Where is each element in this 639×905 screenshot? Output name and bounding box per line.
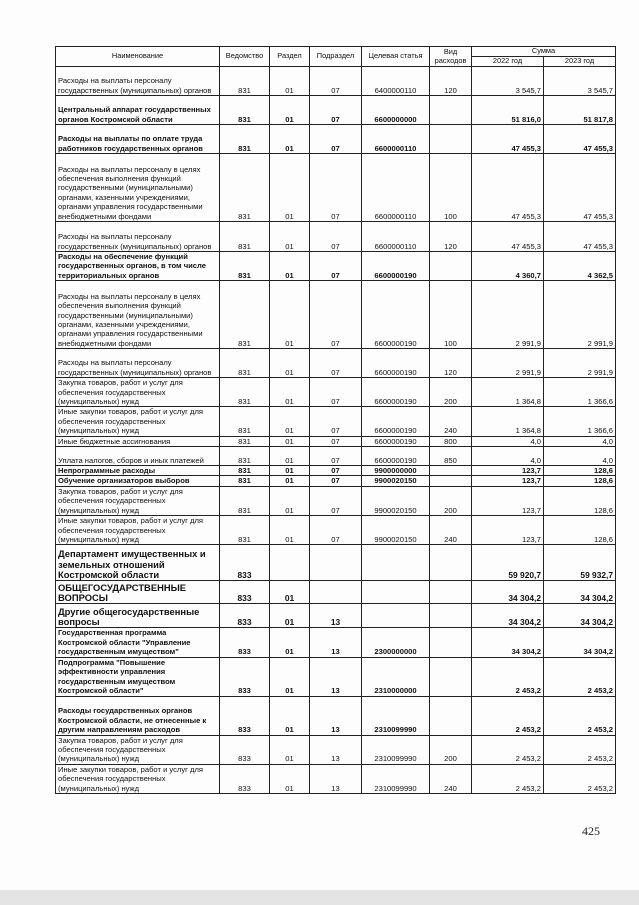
cell-y2: 3 545,7 xyxy=(544,67,616,96)
cell-sec: 01 xyxy=(270,696,310,735)
cell-name: Уплата налогов, сборов и иных платежей xyxy=(56,447,220,466)
cell-type: 800 xyxy=(430,436,472,446)
table-row xyxy=(56,476,616,486)
cell-y1: 123,7 xyxy=(472,486,544,515)
table-row xyxy=(56,604,616,628)
table-row xyxy=(56,407,616,436)
cell-sub: 07 xyxy=(310,154,362,222)
cell-name: Расходы на выплаты персоналу государственных (муниципальных) органов xyxy=(56,222,220,252)
cell-type xyxy=(430,581,472,604)
cell-y1: 2 453,2 xyxy=(472,735,544,764)
cell-dept: 831 xyxy=(220,349,270,378)
cell-dept: 831 xyxy=(220,154,270,222)
cell-y2: 59 932,7 xyxy=(544,545,616,581)
cell-name: Расходы на выплаты персоналу государственных (муниципальных) органов xyxy=(56,67,220,96)
cell-target: 6600000190 xyxy=(362,407,430,436)
cell-y2: 2 991,9 xyxy=(544,281,616,349)
cell-dept: 833 xyxy=(220,628,270,657)
cell-name: Центральный аппарат государственных органов Костромской области xyxy=(56,96,220,125)
cell-target: 6600000000 xyxy=(362,96,430,125)
cell-sec xyxy=(270,545,310,581)
table-row xyxy=(56,696,616,735)
cell-dept: 831 xyxy=(220,67,270,96)
cell-sec: 01 xyxy=(270,154,310,222)
cell-sub: 07 xyxy=(310,476,362,486)
cell-sub: 07 xyxy=(310,486,362,515)
cell-target: 6600000190 xyxy=(362,252,430,281)
table-row xyxy=(56,516,616,545)
scan-edge-band xyxy=(0,890,639,905)
cell-sub: 07 xyxy=(310,222,362,252)
cell-name: Расходы на выплаты персоналу государственных (муниципальных) органов xyxy=(56,349,220,378)
cell-type xyxy=(430,545,472,581)
cell-sec: 01 xyxy=(270,764,310,793)
cell-sec: 01 xyxy=(270,466,310,476)
header-exptype: Вид расходов xyxy=(430,47,472,67)
cell-y1: 47 455,3 xyxy=(472,154,544,222)
cell-name: Закупка товаров, работ и услуг для обеспечения государственных (муниципальных) нужд xyxy=(56,735,220,764)
cell-y1: 4,0 xyxy=(472,447,544,466)
cell-y1: 1 364,8 xyxy=(472,407,544,436)
cell-y2: 47 455,3 xyxy=(544,154,616,222)
cell-sec: 01 xyxy=(270,516,310,545)
cell-sec: 01 xyxy=(270,735,310,764)
cell-target: 9900020150 xyxy=(362,486,430,515)
cell-sec: 01 xyxy=(270,125,310,154)
table-header xyxy=(56,47,616,67)
cell-type xyxy=(430,96,472,125)
cell-y2: 34 304,2 xyxy=(544,628,616,657)
cell-y2: 2 991,9 xyxy=(544,349,616,378)
header-year-2023: 2023 год xyxy=(544,57,616,67)
cell-sub xyxy=(310,581,362,604)
cell-name: Государственная программа Костромской области "Управление государственным имуществом" xyxy=(56,628,220,657)
cell-target: 6600000110 xyxy=(362,154,430,222)
cell-name: Иные закупки товаров, работ и услуг для обеспечения государственных (муниципальных) нужд xyxy=(56,764,220,793)
cell-sec: 01 xyxy=(270,581,310,604)
table-row xyxy=(56,96,616,125)
cell-type xyxy=(430,696,472,735)
cell-sec: 01 xyxy=(270,657,310,696)
cell-dept: 831 xyxy=(220,96,270,125)
cell-target: 6600000190 xyxy=(362,349,430,378)
cell-sec: 01 xyxy=(270,486,310,515)
cell-sub: 07 xyxy=(310,252,362,281)
cell-dept: 831 xyxy=(220,222,270,252)
cell-sec: 01 xyxy=(270,436,310,446)
cell-name: Закупка товаров, работ и услуг для обеспечения государственных (муниципальных) нужд xyxy=(56,378,220,407)
cell-y2: 2 453,2 xyxy=(544,764,616,793)
cell-name: Закупка товаров, работ и услуг для обеспечения государственных (муниципальных) нужд xyxy=(56,486,220,515)
cell-type xyxy=(430,604,472,628)
cell-dept: 831 xyxy=(220,281,270,349)
cell-y2: 34 304,2 xyxy=(544,604,616,628)
cell-target: 6600000190 xyxy=(362,436,430,446)
cell-type: 100 xyxy=(430,154,472,222)
cell-y1: 2 453,2 xyxy=(472,657,544,696)
cell-sub: 07 xyxy=(310,447,362,466)
cell-y2: 128,6 xyxy=(544,486,616,515)
cell-type: 240 xyxy=(430,764,472,793)
header-subsection: Подраздел xyxy=(310,47,362,67)
table-row xyxy=(56,628,616,657)
cell-name: Расходы на выплаты по оплате труда работников государственных органов xyxy=(56,125,220,154)
cell-sub: 13 xyxy=(310,628,362,657)
cell-target: 6600000110 xyxy=(362,125,430,154)
cell-dept: 833 xyxy=(220,657,270,696)
page-number: 425 xyxy=(582,824,600,838)
cell-sec: 01 xyxy=(270,447,310,466)
cell-type xyxy=(430,466,472,476)
cell-y2: 1 366,6 xyxy=(544,378,616,407)
cell-dept: 831 xyxy=(220,436,270,446)
cell-sub: 07 xyxy=(310,67,362,96)
cell-y1: 51 816,0 xyxy=(472,96,544,125)
cell-name: Департамент имущественных и земельных отношений Костромской области xyxy=(56,545,220,581)
table-row xyxy=(56,735,616,764)
cell-dept: 831 xyxy=(220,447,270,466)
cell-y2: 34 304,2 xyxy=(544,581,616,604)
cell-target: 2310099990 xyxy=(362,764,430,793)
cell-dept: 831 xyxy=(220,125,270,154)
cell-target: 9900020150 xyxy=(362,516,430,545)
cell-sub: 07 xyxy=(310,349,362,378)
cell-y2: 47 455,3 xyxy=(544,125,616,154)
cell-sub: 07 xyxy=(310,436,362,446)
cell-name: Расходы государственных органов Костромской области, не отнесенные к другим направлениям расходов xyxy=(56,696,220,735)
header-section: Раздел xyxy=(270,47,310,67)
cell-sec: 01 xyxy=(270,349,310,378)
cell-y2: 2 453,2 xyxy=(544,696,616,735)
cell-y1: 1 364,8 xyxy=(472,378,544,407)
cell-target: 2300000000 xyxy=(362,628,430,657)
cell-sub: 07 xyxy=(310,96,362,125)
table-row xyxy=(56,154,616,222)
cell-dept: 833 xyxy=(220,696,270,735)
cell-sec: 01 xyxy=(270,628,310,657)
cell-type: 120 xyxy=(430,349,472,378)
cell-y2: 4,0 xyxy=(544,436,616,446)
cell-sec: 01 xyxy=(270,96,310,125)
cell-dept: 831 xyxy=(220,466,270,476)
cell-sec: 01 xyxy=(270,378,310,407)
cell-name: Иные закупки товаров, работ и услуг для обеспечения государственных (муниципальных) нужд xyxy=(56,516,220,545)
cell-sub: 07 xyxy=(310,466,362,476)
table-row xyxy=(56,349,616,378)
cell-type: 200 xyxy=(430,735,472,764)
cell-dept: 831 xyxy=(220,407,270,436)
header-dept: Ведомство xyxy=(220,47,270,67)
cell-target: 6600000190 xyxy=(362,281,430,349)
table-row xyxy=(56,125,616,154)
table-row xyxy=(56,447,616,466)
table-row xyxy=(56,466,616,476)
cell-sub: 13 xyxy=(310,604,362,628)
cell-target: 2310000000 xyxy=(362,657,430,696)
cell-y2: 51 817,8 xyxy=(544,96,616,125)
cell-dept: 833 xyxy=(220,581,270,604)
cell-y2: 4 362,5 xyxy=(544,252,616,281)
cell-type: 240 xyxy=(430,407,472,436)
cell-dept: 831 xyxy=(220,252,270,281)
table-row xyxy=(56,222,616,252)
cell-type xyxy=(430,476,472,486)
cell-sub: 07 xyxy=(310,516,362,545)
cell-dept: 833 xyxy=(220,764,270,793)
cell-type: 100 xyxy=(430,281,472,349)
cell-target xyxy=(362,545,430,581)
cell-y1: 2 453,2 xyxy=(472,696,544,735)
cell-type: 240 xyxy=(430,516,472,545)
cell-type: 200 xyxy=(430,486,472,515)
cell-name: Иные закупки товаров, работ и услуг для обеспечения государственных (муниципальных) нужд xyxy=(56,407,220,436)
table-row xyxy=(56,581,616,604)
cell-name: Другие общегосударственные вопросы xyxy=(56,604,220,628)
cell-sub: 13 xyxy=(310,735,362,764)
cell-type: 850 xyxy=(430,447,472,466)
table-row xyxy=(56,378,616,407)
header-target: Целевая статья xyxy=(362,47,430,67)
cell-sub: 07 xyxy=(310,281,362,349)
cell-y1: 47 455,3 xyxy=(472,222,544,252)
cell-type: 120 xyxy=(430,222,472,252)
cell-dept: 831 xyxy=(220,516,270,545)
table-row xyxy=(56,436,616,446)
cell-type xyxy=(430,252,472,281)
cell-target: 6600000190 xyxy=(362,378,430,407)
cell-sec: 01 xyxy=(270,222,310,252)
cell-y1: 59 920,7 xyxy=(472,545,544,581)
cell-type xyxy=(430,125,472,154)
cell-target: 6600000190 xyxy=(362,447,430,466)
table-row xyxy=(56,486,616,515)
cell-y1: 2 453,2 xyxy=(472,764,544,793)
cell-y1: 34 304,2 xyxy=(472,581,544,604)
cell-type xyxy=(430,628,472,657)
cell-sub: 13 xyxy=(310,764,362,793)
cell-y1: 34 304,2 xyxy=(472,604,544,628)
cell-sec: 01 xyxy=(270,476,310,486)
cell-y1: 47 455,3 xyxy=(472,125,544,154)
cell-y1: 4 360,7 xyxy=(472,252,544,281)
cell-target: 6400000110 xyxy=(362,67,430,96)
cell-y1: 4,0 xyxy=(472,436,544,446)
cell-y1: 2 991,9 xyxy=(472,281,544,349)
cell-y1: 123,7 xyxy=(472,476,544,486)
cell-y2: 2 453,2 xyxy=(544,657,616,696)
cell-target: 2310099990 xyxy=(362,735,430,764)
cell-name: Обучение организаторов выборов xyxy=(56,476,220,486)
cell-sec: 01 xyxy=(270,281,310,349)
cell-name: Иные бюджетные ассигнования xyxy=(56,436,220,446)
cell-name: Расходы на выплаты персоналу в целях обеспечения выполнения функций государственными (муниципальными) органами, казенными учреждениями, органами управления государственными внебюджетными фондами xyxy=(56,154,220,222)
cell-sub: 07 xyxy=(310,125,362,154)
cell-sub xyxy=(310,545,362,581)
cell-sec: 01 xyxy=(270,407,310,436)
cell-name: ОБЩЕГОСУДАРСТВЕННЫЕ ВОПРОСЫ xyxy=(56,581,220,604)
cell-sub: 13 xyxy=(310,657,362,696)
cell-sub: 13 xyxy=(310,696,362,735)
cell-sec: 01 xyxy=(270,604,310,628)
header-sum: Сумма xyxy=(472,47,616,57)
cell-y2: 2 453,2 xyxy=(544,735,616,764)
cell-sub: 07 xyxy=(310,407,362,436)
cell-y2: 128,6 xyxy=(544,476,616,486)
header-name: Наименование xyxy=(56,47,220,67)
cell-target: 6600000110 xyxy=(362,222,430,252)
table-row xyxy=(56,67,616,96)
table-row xyxy=(56,545,616,581)
cell-target: 9900020150 xyxy=(362,476,430,486)
cell-type: 120 xyxy=(430,67,472,96)
cell-y1: 123,7 xyxy=(472,516,544,545)
cell-y2: 4,0 xyxy=(544,447,616,466)
header-year-2022: 2022 год xyxy=(472,57,544,67)
cell-name: Непрограммные расходы xyxy=(56,466,220,476)
cell-dept: 831 xyxy=(220,476,270,486)
cell-sec: 01 xyxy=(270,67,310,96)
cell-y2: 47 455,3 xyxy=(544,222,616,252)
cell-name: Расходы на выплаты персоналу в целях обеспечения выполнения функций государственными (муниципальными) органами, казенными учреждениями, органами управления государственными внебюджетными фондами xyxy=(56,281,220,349)
table-body xyxy=(56,67,616,794)
cell-type: 200 xyxy=(430,378,472,407)
cell-name: Подпрограмма "Повышение эффективности управления государственным имуществом Костромской области" xyxy=(56,657,220,696)
cell-dept: 833 xyxy=(220,545,270,581)
table-row xyxy=(56,657,616,696)
table-row xyxy=(56,764,616,793)
cell-dept: 833 xyxy=(220,604,270,628)
cell-target: 9900000000 xyxy=(362,466,430,476)
cell-dept: 831 xyxy=(220,378,270,407)
cell-name: Расходы на обеспечение функций государственных органов, в том числе территориальных органов xyxy=(56,252,220,281)
cell-y1: 3 545,7 xyxy=(472,67,544,96)
cell-sec: 01 xyxy=(270,252,310,281)
cell-target xyxy=(362,581,430,604)
budget-table xyxy=(55,46,616,794)
cell-y1: 2 991,9 xyxy=(472,349,544,378)
table-row xyxy=(56,252,616,281)
cell-target: 2310099990 xyxy=(362,696,430,735)
cell-dept: 831 xyxy=(220,486,270,515)
cell-y2: 1 366,6 xyxy=(544,407,616,436)
cell-sub: 07 xyxy=(310,378,362,407)
cell-y2: 128,6 xyxy=(544,466,616,476)
cell-target xyxy=(362,604,430,628)
cell-y1: 123,7 xyxy=(472,466,544,476)
cell-type xyxy=(430,657,472,696)
cell-dept: 833 xyxy=(220,735,270,764)
cell-y2: 128,6 xyxy=(544,516,616,545)
cell-y1: 34 304,2 xyxy=(472,628,544,657)
table-row xyxy=(56,281,616,349)
